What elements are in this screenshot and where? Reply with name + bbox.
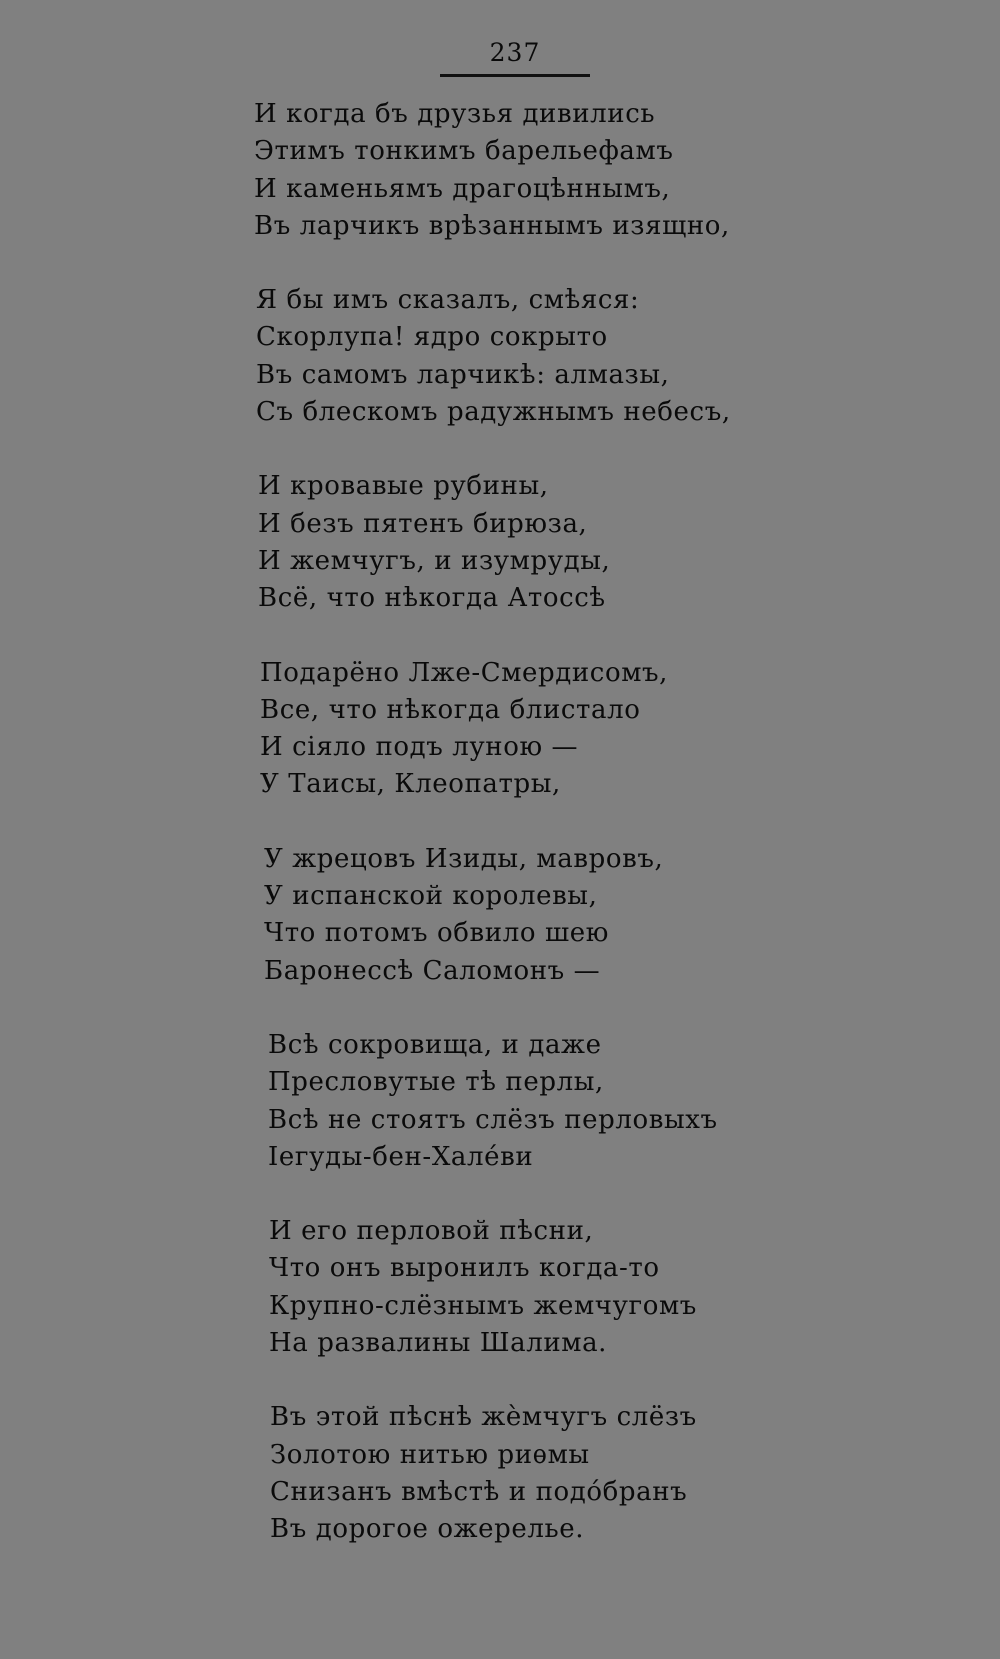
poem-line: Все, что нѣкогда блистало [260,694,641,725]
poem-line: Снизанъ вмѣстѣ и подóбранъ [270,1476,688,1507]
poem-line: На развалины Шалима. [269,1328,608,1359]
poem-line: И жемчугъ, и изумруды, [258,545,611,576]
poem-line: И кровавые рубины, [258,471,549,502]
page-number-rule [440,74,590,77]
poem [254,96,774,1586]
stanza [264,841,774,990]
stanza [268,1027,774,1176]
poem-line: И сіяло подъ луною — [260,732,579,763]
poem-line: Крупно-слёзнымъ жемчугомъ [269,1290,697,1321]
poem-line: И безъ пятенъ бирюза, [258,508,588,539]
stanza [254,96,774,245]
poem-line: Баронессѣ Саломонъ — [264,955,601,986]
poem-line: Всё, что нѣкогда Атоссѣ [258,583,606,614]
poem-line: Всѣ не стоятъ слёзъ перловыхъ [268,1104,718,1135]
stanza [270,1399,774,1548]
poem-line: Что потомъ обвило шею [264,918,609,949]
stanza [256,282,774,431]
poem-line: Скорлупа! ядро сокрыто [256,322,608,353]
poem-line: У испанской королевы, [264,881,598,912]
poem-line: Въ этой пѣснѣ жèмчугъ слёзъ [270,1402,697,1433]
poem-line: Съ блескомъ радужнымъ небесъ, [256,397,731,428]
poem-line: Подарёно Лже-Смердисомъ, [260,657,669,688]
poem-line: Всѣ сокровища, и даже [268,1029,602,1060]
poem-line: Въ ларчикъ врѣзаннымъ изящно, [254,210,730,241]
poem-line: Этимъ тонкимъ барельефамъ [254,136,674,167]
poem-line: Пресловутые тѣ перлы, [268,1067,604,1098]
poem-line: Въ дорогое ожерелье. [270,1514,585,1545]
page-number: 237 [489,38,541,67]
stanza [269,1213,774,1362]
stanza [258,468,774,617]
poem-line: Я бы имъ сказалъ, смѣяся: [256,285,640,316]
poem-line: И каменьямъ драгоцѣннымъ, [254,173,671,204]
poem-line: Что онъ выронилъ когда-то [269,1253,660,1284]
poem-line: У жрецовъ Изиды, мавровъ, [264,843,664,874]
poem-line: Въ самомъ ларчикѣ: алмазы, [256,359,670,390]
poem-line: И когда бъ друзья дивились [254,99,656,129]
stanza [260,655,774,804]
poem-line: Іегуды-бен-Халéви [268,1141,534,1172]
poem-line: У Таисы, Клеопатры, [260,769,561,800]
poem-line: И его перловой пѣсни, [269,1216,594,1247]
poem-line: Золотою нитью риѳмы [270,1439,590,1470]
